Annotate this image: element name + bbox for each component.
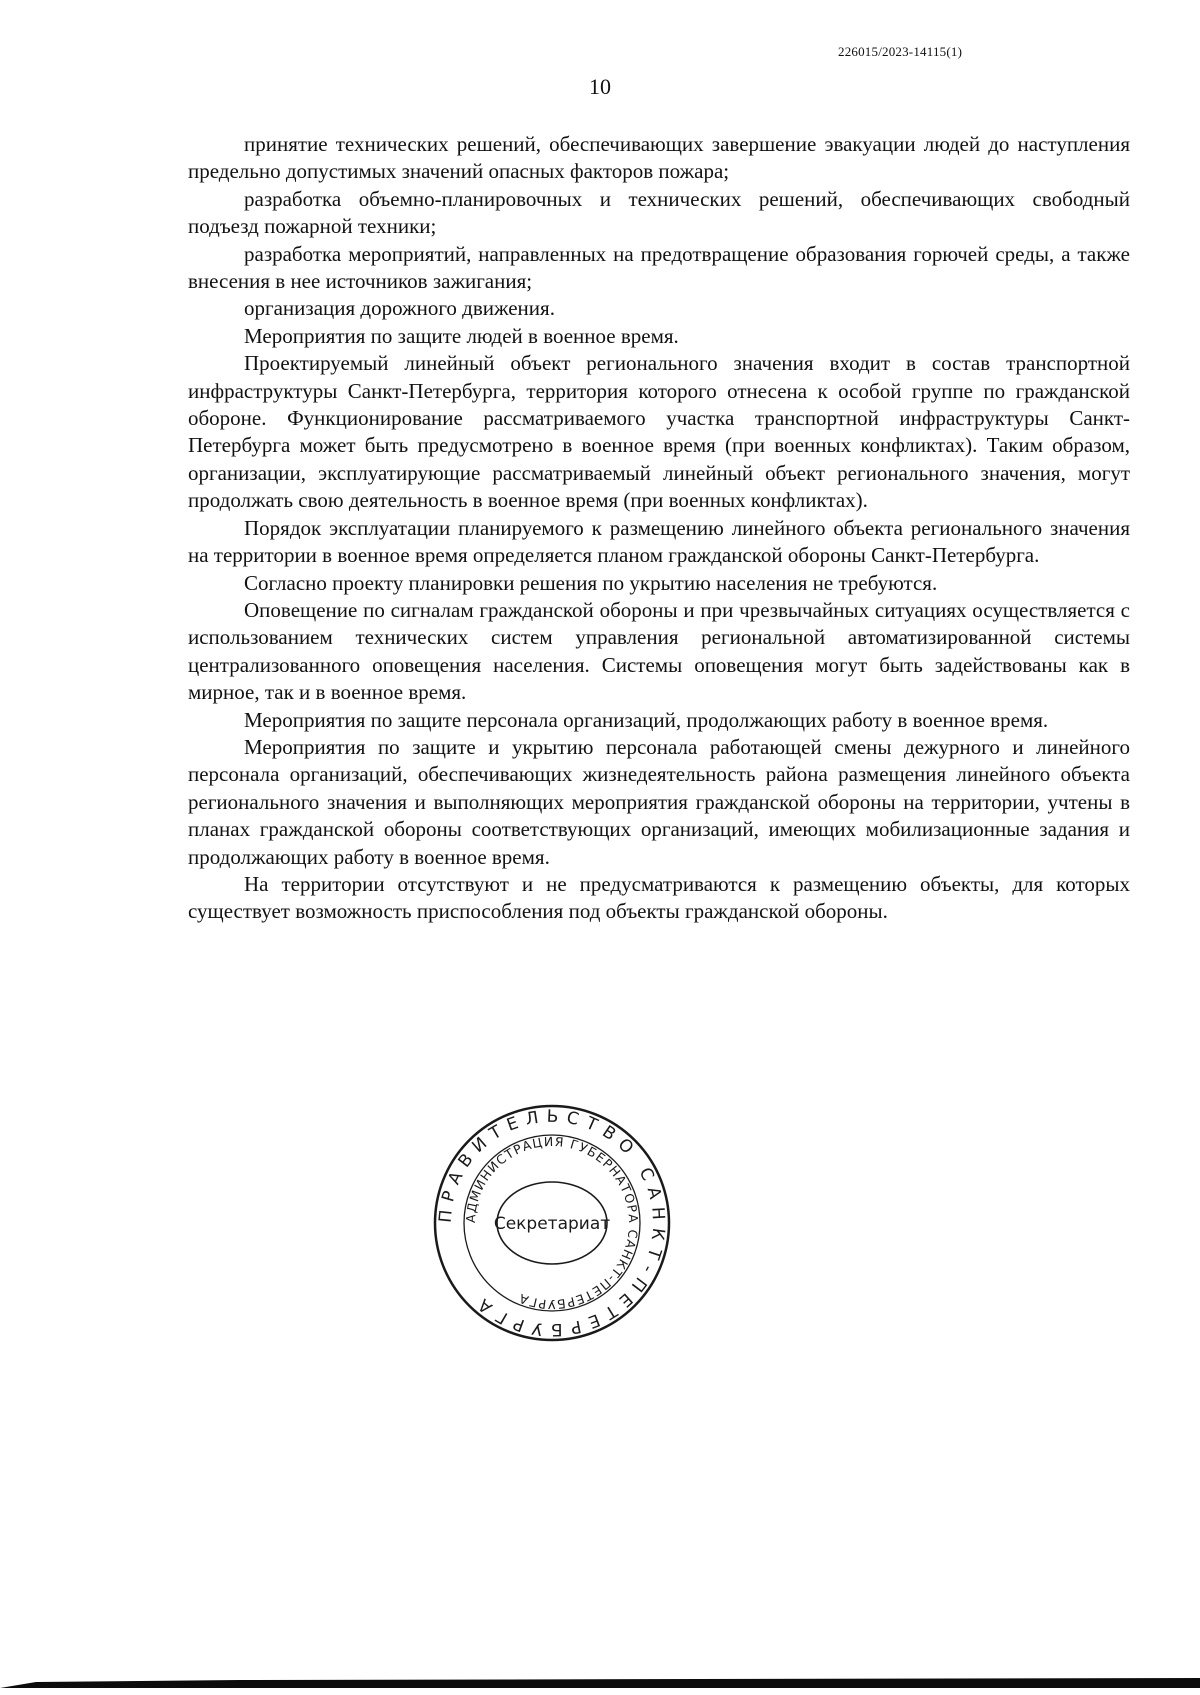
paragraph: На территории отсутствуют и не предусматриваются к размещению объекты, для которых существует возможность приспособления под объекты гражданской обороны. bbox=[188, 871, 1130, 924]
stamp-outer-text: ПРАВИТЕЛЬСТВО САНКТ-ПЕТЕРБУРГА bbox=[435, 1106, 669, 1340]
scan-edge-bar bbox=[0, 1678, 1200, 1688]
paragraph: Оповещение по сигналам гражданской обороны и при чрезвычайных ситуациях осуществляется с использованием технических систем управления региональной автоматизированной системы централизованного оповещения населения. Системы оповещения могут быть задействованы как в мирное, так и в военное время. bbox=[188, 597, 1130, 705]
paragraph: разработка объемно-планировочных и технических решений, обеспечивающих свободный подъезд пожарной техники; bbox=[188, 186, 1130, 239]
document-body bbox=[188, 131, 1130, 926]
paragraph: Мероприятия по защите людей в военное время. bbox=[244, 323, 679, 348]
paragraph: разработка мероприятий, направленных на предотвращение образования горючей среды, а также внесения в нее источников зажигания; bbox=[188, 241, 1130, 294]
paragraph: организация дорожного движения. bbox=[244, 296, 555, 321]
paragraph: принятие технических решений, обеспечивающих завершение эвакуации людей до наступления предельно допустимых значений опасных факторов пожара; bbox=[188, 132, 1130, 184]
paragraph: Мероприятия по защите и укрытию персонала работающей смены дежурного и линейного персонала организаций, обеспечивающих жизнедеятельность района размещения линейного объекта регионального значения и выполняющих мероприятия гражданской обороны на территории, учтены в планах гражданской обороны соответствующих организаций, имеющих мобилизационные задания и продолжающих работу в военное время. bbox=[188, 734, 1130, 869]
paragraph: Мероприятия по защите персонала организаций, продолжающих работу в военное время. bbox=[244, 707, 1049, 732]
page-number: 10 bbox=[589, 74, 611, 99]
document-registration-number: 226015/2023-14115(1) bbox=[838, 44, 963, 59]
official-stamp bbox=[432, 1103, 672, 1343]
stamp-center-text: Секретариат bbox=[493, 1214, 611, 1234]
stamp-inner-text: АДМИНИСТРАЦИЯ ГУБЕРНАТОРА САНКТ-ПЕТЕРБУРГА bbox=[462, 1133, 642, 1313]
paragraph: Согласно проекту планировки решения по укрытию населения не требуются. bbox=[244, 570, 938, 595]
paragraph: Проектируемый линейный объект регионального значения входит в состав транспортной инфраструктуры Санкт-Петербурга, территория которого отнесена к особой группе по гражданской обороне. Функционирование рассматриваемого участка транспортной инфраструктуры Санкт-Петербурга может быть предусмотрено в военное время (при военных конфликтах). Таким образом, организации, эксплуатирующие рассматриваемый линейный объект регионального значения, могут продолжать свою деятельность в военное время (при военных конфликтах). bbox=[188, 351, 1130, 513]
paragraph: Порядок эксплуатации планируемого к размещению линейного объекта регионального значения на территории в военное время определяется планом гражданской обороны Санкт-Петербурга. bbox=[188, 515, 1130, 568]
